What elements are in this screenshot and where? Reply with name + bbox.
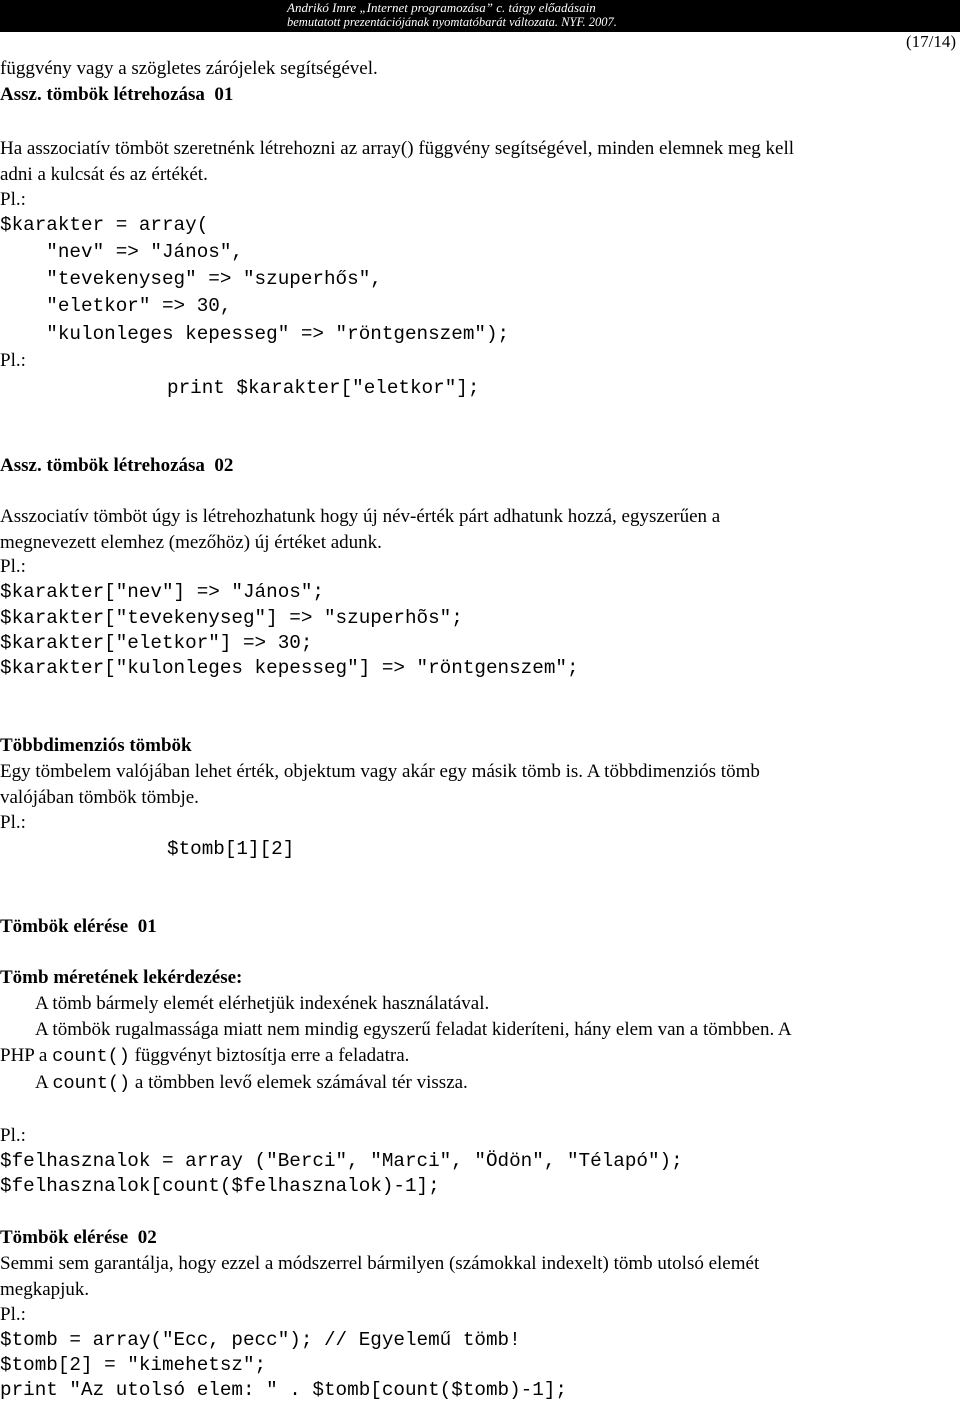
- section-title-assoc-01: Assz. tömbök létrehozása 01: [0, 84, 234, 105]
- section-title-access-02: Tömbök elérése 02: [0, 1227, 157, 1248]
- inline-code: count(): [52, 1073, 131, 1094]
- header-line-1: Andrikó Imre „Internet programozása” c. tárgy előadásain: [287, 0, 596, 15]
- code-line: "kulonleges kepesseg" => "röntgenszem");: [0, 323, 510, 345]
- paragraph-line: Semmi sem garantálja, hogy ezzel a módszerrel bármilyen (számokkal indexelt) tömb utolsó elemét: [0, 1253, 760, 1274]
- paragraph-line: adni a kulcsát és az értékét.: [0, 164, 208, 185]
- text-span: PHP a: [0, 1045, 53, 1066]
- intro-continuation: függvény vagy a szögletes zárójelek segítségével.: [0, 58, 378, 79]
- paragraph-line: Ha asszociatív tömböt szeretnénk létrehozni az array() függvény segítségével, minden elemnek meg kell: [0, 138, 795, 159]
- code-line: $felhasznalok = array ("Berci", "Marci", "Ödön", "Télapó");: [0, 1150, 683, 1172]
- code-line: $karakter["nev"] => "János";: [0, 581, 324, 603]
- paragraph-line: megnevezett elemhez (mezőhöz) új értéket adunk.: [0, 532, 382, 553]
- subsection-title: Tömb méretének lekérdezése:: [0, 967, 243, 988]
- page-header: [0, 0, 960, 32]
- section-title-assoc-02: Assz. tömbök létrehozása 02: [0, 455, 234, 476]
- code-line: $karakter["eletkor"] => 30;: [0, 632, 313, 654]
- code-line: $karakter = array(: [0, 214, 209, 236]
- code-line: "tevekenyseg" => "szuperhős",: [0, 268, 382, 290]
- section-title-multidim: Többdimenziós tömbök: [0, 735, 192, 756]
- text-span: A: [35, 1072, 53, 1093]
- code-line: print "Az utolsó elem: " . $tomb[count($tomb)-1];: [0, 1379, 567, 1401]
- code-line: $tomb = array("Ecc, pecc"); // Egyelemű tömb!: [0, 1329, 521, 1351]
- example-label: Pl.:: [0, 350, 26, 371]
- example-label: Pl.:: [0, 812, 26, 833]
- paragraph-line: megkapjuk.: [0, 1279, 90, 1300]
- code-line: "nev" => "János",: [0, 241, 243, 263]
- paragraph-line: A tömb bármely elemét elérhetjük indexének használatával.: [35, 993, 490, 1014]
- paragraph-line-count-php: [0, 1043, 409, 1069]
- code-line: $karakter["tevekenyseg"] => "szuperhõs";: [0, 607, 463, 629]
- code-line: "eletkor" => 30,: [0, 295, 232, 317]
- code-line: $tomb[1][2]: [167, 838, 295, 860]
- example-label: Pl.:: [0, 189, 26, 210]
- text-span: függvényt biztosítja erre a feladatra.: [129, 1045, 410, 1066]
- inline-code: count(): [52, 1046, 130, 1067]
- example-label: Pl.:: [0, 1304, 26, 1325]
- code-line: $karakter["kulonleges kepesseg"] => "röntgenszem";: [0, 657, 579, 679]
- paragraph-line: A tömbök rugalmassága miatt nem mindig egyszerű feladat kideríteni, hány elem van a tömbben. A: [35, 1019, 792, 1040]
- example-label: Pl.:: [0, 556, 26, 577]
- text-span: a tömbben levő elemek számával tér vissza.: [130, 1072, 468, 1093]
- paragraph-line: valójában tömbök tömbje.: [0, 787, 199, 808]
- page-number: (17/14): [905, 32, 956, 51]
- example-label: Pl.:: [0, 1125, 26, 1146]
- code-line: $tomb[2] = "kimehetsz";: [0, 1354, 267, 1376]
- section-title-access-01: Tömbök elérése 01: [0, 916, 157, 937]
- header-line-2: bemutatott prezentációjának nyomtatóbarát változata. NYF. 2007.: [287, 15, 617, 29]
- paragraph-line: Egy tömbelem valójában lehet érték, objektum vagy akár egy másik tömb is. A többdimenziós tömb: [0, 761, 760, 782]
- paragraph-line-count-return: [35, 1070, 468, 1096]
- paragraph-line: Asszociatív tömböt úgy is létrehozhatunk hogy új név-érték párt adhatunk hozzá, egyszerűen a: [0, 506, 721, 527]
- code-line: $felhasznalok[count($felhasznalok)-1];: [0, 1175, 440, 1197]
- code-line: print $karakter["eletkor"];: [167, 377, 480, 399]
